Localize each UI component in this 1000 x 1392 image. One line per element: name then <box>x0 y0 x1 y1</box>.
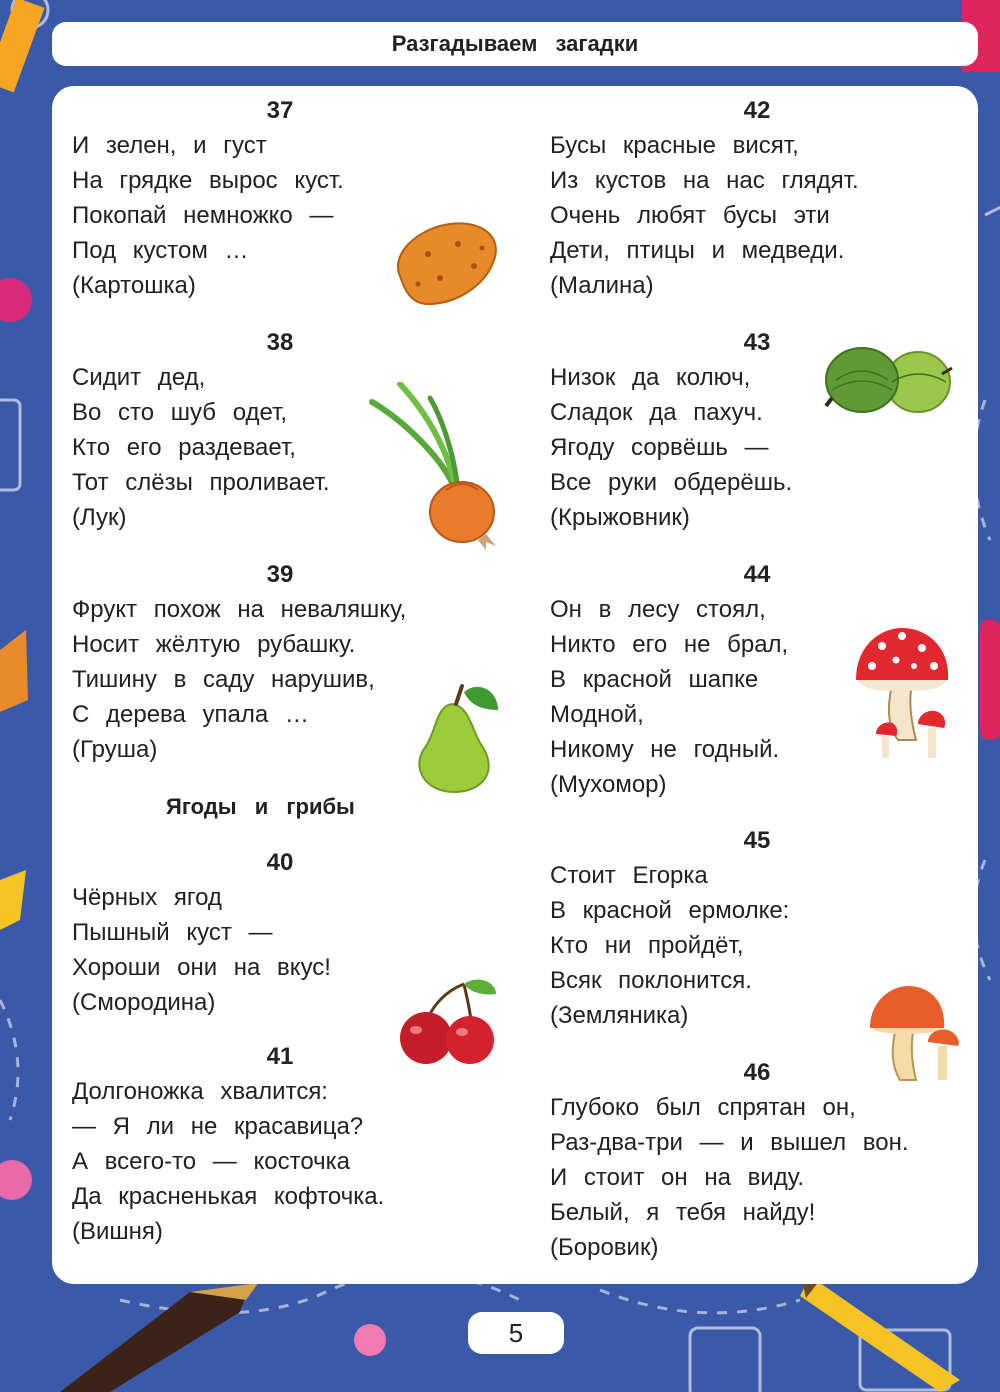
pear-icon <box>406 680 506 796</box>
riddle-line: На грядке вырос куст. <box>72 167 344 194</box>
riddle-answer: (Лук) <box>72 504 127 531</box>
riddle-answer: (Боровик) <box>550 1234 659 1261</box>
riddle-line: Белый, я тебя найду! <box>550 1199 816 1226</box>
riddle-line: Никому не годный. <box>550 736 780 763</box>
riddle-number: 40 <box>266 849 294 876</box>
pen-icon <box>60 1278 262 1392</box>
riddle-line: Низок да колюч, <box>550 364 751 391</box>
page-number-text: 5 <box>508 1317 524 1348</box>
pencil-icon <box>800 1272 960 1392</box>
riddle-line: Чёрных ягод <box>72 884 222 911</box>
riddle-line: Бусы красные висят, <box>550 132 799 159</box>
riddle-number: 42 <box>743 97 771 124</box>
fly-agaric-icon <box>852 624 952 768</box>
riddle-41 <box>72 1040 488 1249</box>
riddle-line: — Я ли не красавица? <box>72 1113 364 1140</box>
riddle-line: Тот слёзы проливает. <box>72 469 330 496</box>
riddle-answer: (Земляника) <box>550 1002 689 1029</box>
riddle-line: Глубоко был спрятан он, <box>550 1094 856 1121</box>
page-title: Разгадываем загадки <box>391 31 639 56</box>
potato-icon <box>388 214 504 310</box>
riddle-line: Носит жёлтую рубашку. <box>72 631 356 658</box>
riddle-number: 37 <box>266 97 294 124</box>
gooseberry-icon <box>822 342 956 418</box>
mushroom-icon <box>866 984 962 1084</box>
riddle-line: Ягоду сорвёшь — <box>550 434 769 461</box>
riddle-line: С дерева упала … <box>72 701 309 728</box>
riddle-line: Раз-два-три — и вышел вон. <box>550 1129 909 1156</box>
riddle-line: Все руки обдерёшь. <box>550 469 793 496</box>
riddle-line: В красной шапке <box>550 666 759 693</box>
riddle-line: Кто его раздевает, <box>72 434 296 461</box>
riddle-line: Стоит Егорка <box>550 862 708 889</box>
riddle-answer: (Вишня) <box>72 1218 163 1245</box>
riddle-line: Сладок да пахуч. <box>550 399 763 426</box>
riddle-answer: (Крыжовник) <box>550 504 690 531</box>
riddle-line: Кто ни пройдёт, <box>550 932 744 959</box>
riddle-line: Он в лесу стоял, <box>550 596 766 623</box>
riddle-number: 41 <box>266 1043 294 1070</box>
riddle-line: Очень любят бусы эти <box>550 202 830 229</box>
riddle-line: Да красненькая кофточка. <box>72 1183 385 1210</box>
riddle-number: 39 <box>266 561 294 588</box>
riddle-line: Дети, птицы и медведи. <box>550 237 845 264</box>
page-number <box>468 1312 564 1354</box>
riddle-line: Фрукт похож на неваляшку, <box>72 596 407 623</box>
riddle-line: Под кустом … <box>72 237 249 264</box>
riddle-line: В красной ермолке: <box>550 897 790 924</box>
riddle-answer: (Мухомор) <box>550 771 667 798</box>
riddle-line: И зелен, и густ <box>72 132 267 159</box>
pencil-icon <box>0 0 44 92</box>
cherry-icon <box>392 974 504 1066</box>
riddle-line: Покопай немножко — <box>72 202 334 229</box>
riddle-number: 45 <box>743 827 771 854</box>
riddle-46 <box>550 1056 964 1265</box>
riddle-number: 43 <box>743 329 771 356</box>
riddle-line: Долгоножка хвалится: <box>72 1078 328 1105</box>
riddle-answer: (Малина) <box>550 272 654 299</box>
riddle-answer: (Картошка) <box>72 272 196 299</box>
riddle-line: И стоит он на виду. <box>550 1164 805 1191</box>
onion-icon <box>366 382 502 552</box>
riddle-line: Модной, <box>550 701 644 728</box>
section-title: Ягоды и грибы <box>166 794 355 819</box>
riddle-line: Тишину в саду нарушив, <box>72 666 375 693</box>
riddle-line: Всяк поклонится. <box>550 967 752 994</box>
riddle-number: 38 <box>266 329 294 356</box>
riddle-line: Из кустов на нас глядят. <box>550 167 859 194</box>
riddle-line: Хороши они на вкус! <box>72 954 331 981</box>
riddle-line: Пышный куст — <box>72 919 273 946</box>
riddle-answer: (Смородина) <box>72 989 216 1016</box>
riddle-line: Сидит дед, <box>72 364 206 391</box>
riddle-line: Никто его не брал, <box>550 631 789 658</box>
riddle-line: Во сто шуб одет, <box>72 399 288 426</box>
riddle-number: 44 <box>743 561 771 588</box>
riddle-line: А всего-то — косточка <box>72 1148 351 1175</box>
riddle-number: 46 <box>743 1059 771 1086</box>
riddle-42 <box>550 94 964 303</box>
header-bar <box>52 22 978 66</box>
riddle-answer: (Груша) <box>72 736 158 763</box>
